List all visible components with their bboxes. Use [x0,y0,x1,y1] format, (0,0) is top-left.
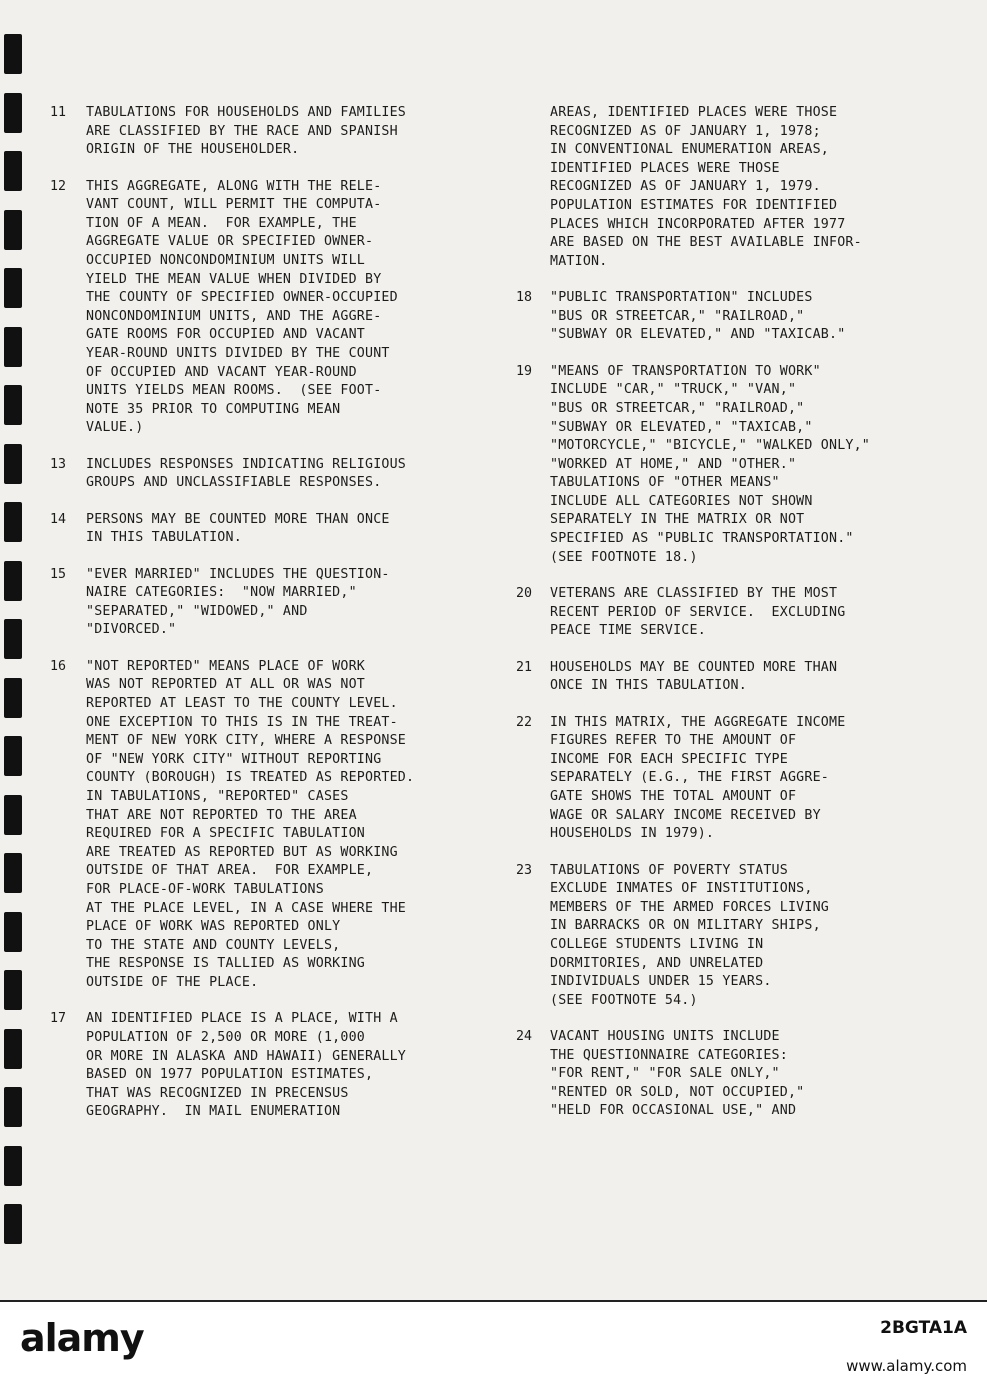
binding-hole [4,678,22,718]
footnote-text: "EVER MARRIED" INCLUDES THE QUESTION- NAIRE CATEGORIES: "NOW MARRIED," "SEPARATED," "WIDOWED," AND "DIVORCED." [86,566,390,638]
watermark-bar [0,1300,987,1390]
binding-hole [4,34,22,74]
watermark-url: www.alamy.com [846,1357,967,1375]
divider [0,1300,987,1302]
binding-hole [4,385,22,425]
footnote-text: "NOT REPORTED" MEANS PLACE OF WORK WAS NOT REPORTED AT ALL OR WAS NOT REPORTED AT LEAST TO THE COUNTY LEVEL. ONE EXCEPTION TO THIS IS IN THE TREAT- MENT OF NEW YORK CITY, WHERE A RESPONSE OF "NEW YORK CITY" WITHOUT REPORTING COUNTY (BOROUGH) IS TREATED AS REPORTED. IN TABULATIONS, "REPORTED" CASES THAT ARE NOT REPORTED TO THE AREA REQUIRED FOR A SPECIFIC TABULATION ARE TREATED AS REPORTED BUT AS WORKING OUTSIDE OF THAT AREA. FOR EXAMPLE, FOR PLACE-OF-WORK TABULATIONS AT THE PLACE LEVEL, IN A CASE WHERE THE PLACE OF WORK WAS REPORTED ONLY TO THE STATE AND COUNTY LEVELS, THE RESPONSE IS TALLIED AS WORKING OUTSIDE OF THE PLACE. [86,658,415,990]
footnote-number: 14 [50,511,67,527]
footnote-18 [512,289,972,345]
footnote-text: INCLUDES RESPONSES INDICATING RELIGIOUS GROUPS AND UNCLASSIFIABLE RESPONSES. [86,456,407,491]
binding-hole [4,268,22,308]
binding-hole [4,853,22,893]
binding-hole [4,210,22,250]
footnote-23 [512,862,972,1011]
footnote-number: 19 [516,363,533,379]
binding-hole [4,93,22,133]
binding-hole [4,970,22,1010]
binding-hole [4,561,22,601]
footnote-14 [46,511,516,548]
right-column [512,104,972,1139]
footnote-text: PERSONS MAY BE COUNTED MORE THAN ONCE IN THIS TABULATION. [86,511,390,546]
footnote-number: 18 [516,290,533,306]
footnote-text: TABULATIONS FOR HOUSEHOLDS AND FAMILIES ARE CLASSIFIED BY THE RACE AND SPANISH ORIGIN OF THE HOUSEHOLDER. [86,105,407,158]
footnote-17 [46,1010,516,1122]
footnote-24 [512,1028,972,1121]
footnote-21 [512,659,972,696]
binding-hole [4,1029,22,1069]
left-column [46,104,516,1140]
footnote-11 [46,104,516,160]
footnote-number: 24 [516,1029,533,1045]
footnote-19 [512,363,972,568]
footnote-text: VACANT HOUSING UNITS INCLUDE THE QUESTIONNAIRE CATEGORIES: "FOR RENT," "FOR SALE ONLY," "RENTED OR SOLD, NOT OCCUPIED," "HELD FOR OCCASIONAL USE," AND [550,1029,805,1119]
binding-hole [4,151,22,191]
alamy-logo: alamy [20,1316,144,1360]
footnote-text: "PUBLIC TRANSPORTATION" INCLUDES "BUS OR STREETCAR," "RAILROAD," "SUBWAY OR ELEVATED," AND "TAXICAB." [550,290,846,343]
binding-hole [4,736,22,776]
binding-hole [4,1204,22,1244]
footnote-number: 15 [50,566,67,582]
footnote-number: 20 [516,586,533,602]
binding-hole [4,327,22,367]
footnote-text: IN THIS MATRIX, THE AGGREGATE INCOME FIGURES REFER TO THE AMOUNT OF INCOME FOR EACH SPECIFIC TYPE SEPARATELY (E.G., THE FIRST AGGRE- GATE SHOWS THE TOTAL AMOUNT OF WAGE OR SALARY INCOME RECEIVED BY HOUSEHOLDS IN 1979). [550,714,846,842]
footnote-number: 21 [516,659,533,675]
footnote-17-continued [512,104,972,271]
footnote-number: 17 [50,1011,67,1027]
footnote-12 [46,178,516,438]
footnote-text: "MEANS OF TRANSPORTATION TO WORK" INCLUDE "CAR," "TRUCK," "VAN," "BUS OR STREETCAR," "RAILROAD," "SUBWAY OR ELEVATED," "TAXICAB," "MOTORCYCLE," "BICYCLE," "WALKED ONLY," "WORKED AT HOME," AND "OTHER." TABULATIONS OF "OTHER MEANS" INCLUDE ALL CATEGORIES NOT SHOWN SEPARATELY IN THE MATRIX OR NOT SPECIFIED AS "PUBLIC TRANSPORTATION." (SEE FOOTNOTE 18.) [550,363,871,565]
binding-hole [4,795,22,835]
binding-hole [4,1146,22,1186]
footnote-number: 23 [516,862,533,878]
footnote-text: AN IDENTIFIED PLACE IS A PLACE, WITH A POPULATION OF 2,500 OR MORE (1,000 OR MORE IN ALASKA AND HAWAII) GENERALLY BASED ON 1977 POPULATION ESTIMATES, THAT WAS RECOGNIZED IN PRECENSUS GEOGRAPHY. IN MAIL ENUMERATION [86,1011,407,1120]
footnote-text: AREAS, IDENTIFIED PLACES WERE THOSE RECOGNIZED AS OF JANUARY 1, 1978; IN CONVENTIONAL ENUMERATION AREAS, IDENTIFIED PLACES WERE THOSE RECOGNIZED AS OF JANUARY 1, 1979. POPULATION ESTIMATES FOR IDENTIFIED PLACES WHICH INCORPORATED AFTER 1977 ARE BASED ON THE BEST AVAILABLE INFOR- MATION. [550,105,862,269]
footnote-13 [46,456,516,493]
binding-hole [4,619,22,659]
binding-hole [4,912,22,952]
footnote-20 [512,585,972,641]
footnote-number: 16 [50,658,67,674]
footnote-text: TABULATIONS OF POVERTY STATUS EXCLUDE INMATES OF INSTITUTIONS, MEMBERS OF THE ARMED FORCES LIVING IN BARRACKS OR ON MILITARY SHIPS, COLLEGE STUDENTS LIVING IN DORMITORIES, AND UNRELATED INDIVIDUALS UNDER 15 YEARS. (SEE FOOTNOTE 54.) [550,862,829,1008]
image-id: 2BGTA1A [880,1318,967,1338]
footnote-text: HOUSEHOLDS MAY BE COUNTED MORE THAN ONCE IN THIS TABULATION. [550,659,838,694]
footnote-number: 12 [50,178,67,194]
binding-hole [4,444,22,484]
footnote-16 [46,658,516,993]
spiral-binding [0,0,30,1300]
footnote-text: VETERANS ARE CLASSIFIED BY THE MOST RECENT PERIOD OF SERVICE. EXCLUDING PEACE TIME SERVICE. [550,586,846,639]
footnote-text: THIS AGGREGATE, ALONG WITH THE RELE- VANT COUNT, WILL PERMIT THE COMPUTA- TION OF A MEAN. FOR EXAMPLE, THE AGGREGATE VALUE OR SPECIFIED OWNER- OCCUPIED NONCONDOMINIUM UNITS WILL YIELD THE MEAN VALUE WHEN DIVIDED BY THE COUNTY OF SPECIFIED OWNER-OCCUPIED NONCONDOMINIUM UNITS, AND THE AGGRE- GATE ROOMS FOR OCCUPIED AND VACANT YEAR-ROUND UNITS DIVIDED BY THE COUNT OF OCCUPIED AND VACANT YEAR-ROUND UNITS YIELDS MEAN ROOMS. (SEE FOOT- NOTE 35 PRIOR TO COMPUTING MEAN VALUE.) [86,178,398,436]
footnote-number: 22 [516,714,533,730]
footnote-number: 13 [50,456,67,472]
footnote-number: 11 [50,105,67,120]
binding-hole [4,502,22,542]
footnote-15 [46,566,516,640]
footnote-22 [512,714,972,844]
binding-hole [4,1087,22,1127]
